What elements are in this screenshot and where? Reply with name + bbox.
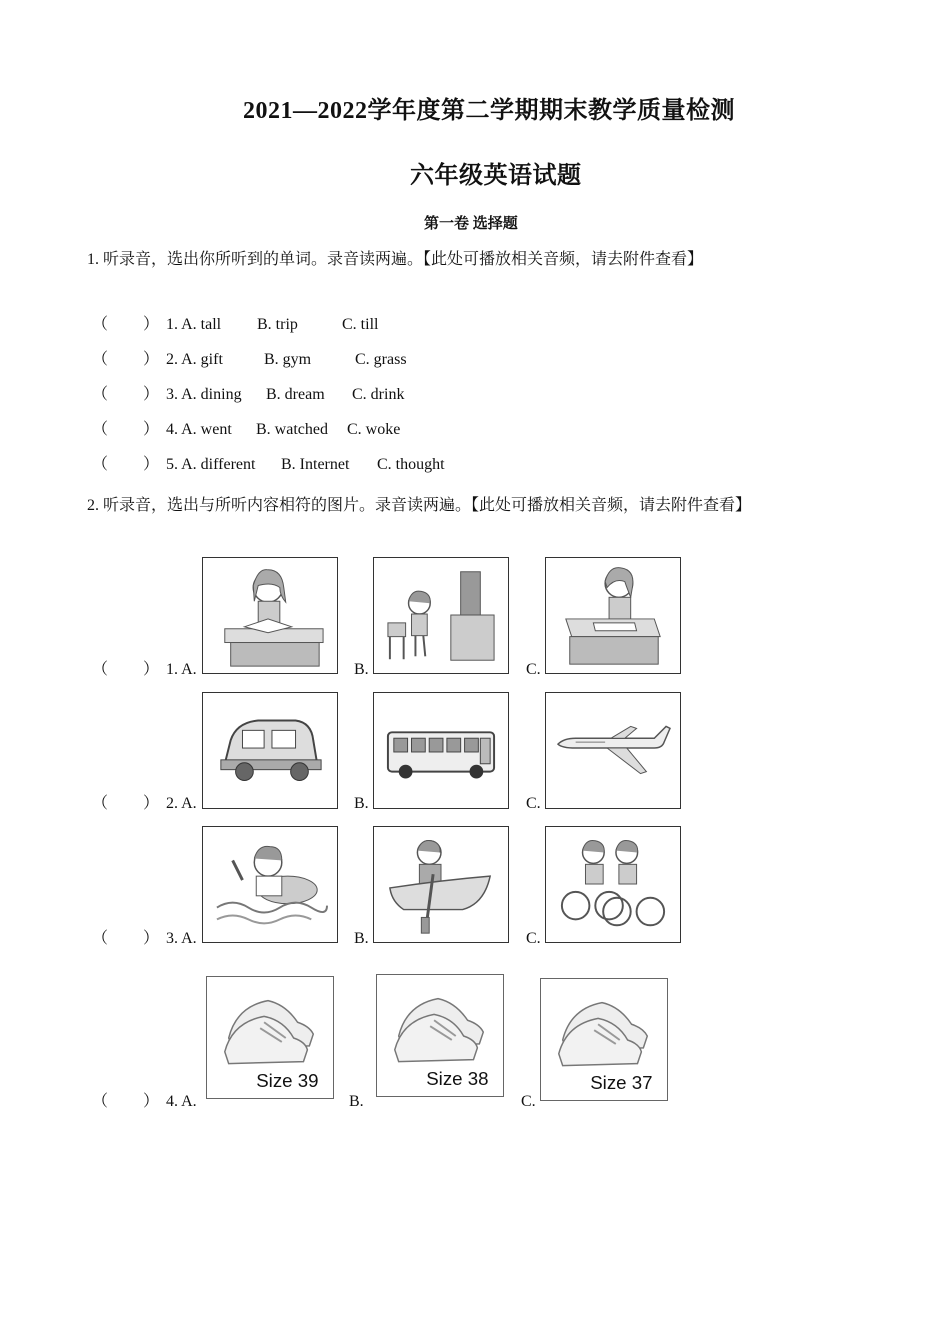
option-b: B. trip <box>257 316 298 333</box>
option-c-label: C. <box>526 930 541 947</box>
picture-girl-writing[interactable] <box>545 557 681 674</box>
answer-paren-close: ） <box>143 421 160 438</box>
sneakers-icon <box>541 979 667 1100</box>
q1-instruction: 1. 听录音，选出你所听到的单词。录音读两遍。【此处可播放相关音频，请去附件查看】 <box>87 251 704 268</box>
picture-car[interactable] <box>202 692 338 809</box>
option-a: 1. A. tall <box>166 316 222 333</box>
option-b: B. watched <box>256 421 328 438</box>
option-a: 5. A. different <box>166 456 256 473</box>
bus-icon <box>374 693 508 808</box>
answer-paren-open[interactable]: （ <box>92 316 109 333</box>
picture-girl-watching-tv[interactable] <box>373 557 509 674</box>
picture-boy-swimming[interactable] <box>202 826 338 943</box>
answer-paren-close: ） <box>143 930 160 947</box>
option-c-label: C. <box>521 1093 536 1110</box>
answer-paren-close: ） <box>143 795 160 812</box>
option-b: B. Internet <box>281 456 350 473</box>
option-a: 3. A. dining <box>166 386 242 403</box>
girl-reading-icon <box>203 558 337 673</box>
picture-boy-rowing[interactable] <box>373 826 509 943</box>
option-a: 4. A. went <box>166 421 232 438</box>
option-a-label: 2. A. <box>166 795 197 812</box>
option-c: C. thought <box>377 456 445 473</box>
answer-paren-open[interactable]: （ <box>92 930 109 947</box>
option-a-label: 4. A. <box>166 1093 197 1110</box>
q1-item-3 <box>0 384 950 406</box>
q1-item-5 <box>0 454 950 476</box>
boys-cycling-icon <box>546 827 680 942</box>
q1-item-4 <box>0 419 950 441</box>
answer-paren-close: ） <box>143 386 160 403</box>
picture-plane[interactable] <box>545 692 681 809</box>
option-b-label: B. <box>354 930 369 947</box>
answer-paren-close: ） <box>143 316 160 333</box>
shoe-size-label: Size 38 <box>426 1068 489 1090</box>
answer-paren-close: ） <box>143 661 160 678</box>
picture-boys-cycling[interactable] <box>545 826 681 943</box>
plane-icon <box>546 693 680 808</box>
answer-paren-open[interactable]: （ <box>92 351 109 368</box>
car-icon <box>203 693 337 808</box>
picture-shoes-size-38[interactable] <box>376 974 504 1097</box>
page-title: 2021—2022学年度第二学期期末教学质量检测 <box>243 98 735 124</box>
option-b: B. gym <box>264 351 312 368</box>
option-c: C. drink <box>352 386 405 403</box>
boy-swimming-icon <box>203 827 337 942</box>
girl-writing-icon <box>546 558 680 673</box>
q1-item-1 <box>0 314 950 336</box>
picture-shoes-size-37[interactable] <box>540 978 668 1101</box>
q2-instruction: 2. 听录音，选出与所听内容相符的图片。录音读两遍。【此处可播放相关音频，请去附件查看】 <box>87 497 752 514</box>
answer-paren-close: ） <box>143 351 160 368</box>
option-a-label: 3. A. <box>166 930 197 947</box>
answer-paren-open[interactable]: （ <box>92 386 109 403</box>
option-a: 2. A. gift <box>166 351 223 368</box>
sneakers-icon <box>207 977 333 1098</box>
option-a-label: 1. A. <box>166 661 197 678</box>
answer-paren-open[interactable]: （ <box>92 1093 109 1110</box>
option-c-label: C. <box>526 795 541 812</box>
page-subtitle: 六年级英语试题 <box>410 163 582 189</box>
q1-item-2 <box>0 349 950 371</box>
answer-paren-close: ） <box>143 456 160 473</box>
shoe-size-label: Size 37 <box>590 1072 653 1094</box>
shoe-size-label: Size 39 <box>256 1070 319 1092</box>
picture-shoes-size-39[interactable] <box>206 976 334 1099</box>
option-b-label: B. <box>354 795 369 812</box>
answer-paren-open[interactable]: （ <box>92 661 109 678</box>
sneakers-icon <box>377 975 503 1096</box>
option-c: C. grass <box>355 351 407 368</box>
option-b-label: B. <box>349 1093 364 1110</box>
picture-girl-reading[interactable] <box>202 557 338 674</box>
answer-paren-open[interactable]: （ <box>92 456 109 473</box>
option-b: B. dream <box>266 386 325 403</box>
option-b-label: B. <box>354 661 369 678</box>
option-c-label: C. <box>526 661 541 678</box>
boy-rowing-icon <box>374 827 508 942</box>
section-heading: 第一卷 选择题 <box>424 216 518 232</box>
option-c: C. till <box>342 316 379 333</box>
answer-paren-open[interactable]: （ <box>92 795 109 812</box>
picture-bus[interactable] <box>373 692 509 809</box>
answer-paren-close: ） <box>143 1093 160 1110</box>
answer-paren-open[interactable]: （ <box>92 421 109 438</box>
option-c: C. woke <box>347 421 401 438</box>
girl-watching-tv-icon <box>374 558 508 673</box>
